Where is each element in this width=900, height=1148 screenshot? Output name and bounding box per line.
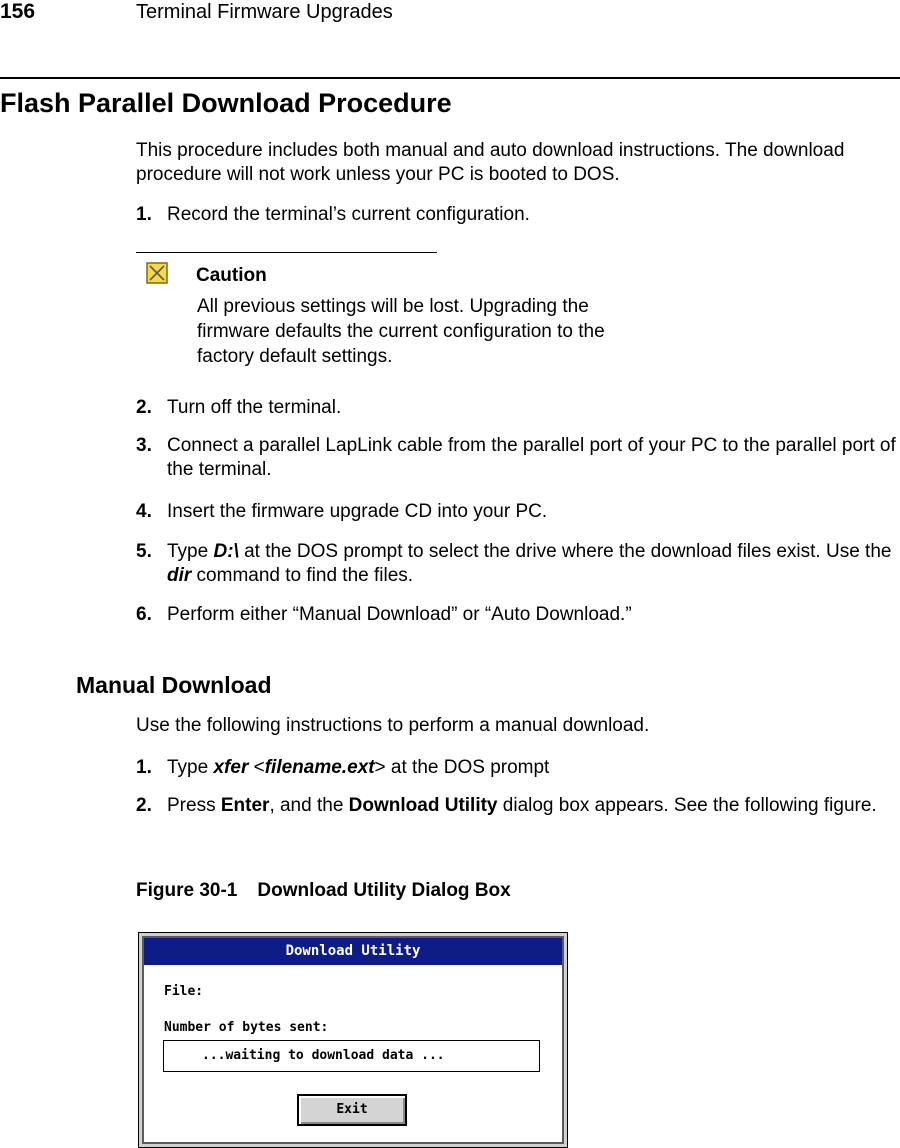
step-number: 5. xyxy=(136,541,152,562)
step-text: Turn off the terminal. xyxy=(167,397,342,418)
step-text-part: at the DOS prompt to select the drive where the download files exist. Use the xyxy=(238,541,892,562)
figure-caption xyxy=(136,879,511,903)
caution-text: All previous settings will be lost. Upgrading the firmware defaults the current configuration to the factory default settings. xyxy=(197,296,605,367)
step-text xyxy=(136,540,900,588)
step-3 xyxy=(136,434,900,482)
step-number: 2. xyxy=(136,397,152,418)
step-number: 4. xyxy=(136,501,152,522)
step-5 xyxy=(136,540,900,588)
step-text-part: Type xyxy=(167,541,214,562)
step-text-part: < xyxy=(248,757,265,778)
step-text-part: command to find the files. xyxy=(191,565,414,586)
step-text-part: > at the DOS prompt xyxy=(374,757,550,778)
step-text: Insert the firmware upgrade CD into your PC. xyxy=(167,501,548,522)
filename-placeholder: filename.ext xyxy=(264,757,375,778)
figure-title: Download Utility Dialog Box xyxy=(257,880,511,901)
step-text: Perform either “Manual Download” or “Auto Download.” xyxy=(167,604,632,625)
manual-step-1 xyxy=(136,756,900,780)
step-2 xyxy=(136,396,900,420)
step-text-part: dialog box appears. See the following figure. xyxy=(497,795,877,816)
dialog-titlebar: Download Utility xyxy=(144,938,562,965)
xfer-command: xfer xyxy=(213,757,249,778)
step-text xyxy=(136,794,900,818)
step-number: 6. xyxy=(136,604,152,625)
download-status-field: ...waiting to download data ... xyxy=(163,1040,540,1072)
dialog-frame xyxy=(142,936,564,1144)
section-intro: This procedure includes both manual and auto download instructions. The download procedure will not work unless your PC is booted to DOS. xyxy=(136,140,845,185)
step-number: 2. xyxy=(136,795,152,816)
manual-step-2 xyxy=(136,794,900,818)
step-text-part: Press xyxy=(167,795,221,816)
step-1 xyxy=(136,203,900,227)
step-text: Connect a parallel LapLink cable from the parallel port of your PC to the parallel port of the terminal. xyxy=(167,435,896,480)
step-number: 1. xyxy=(136,757,152,778)
step-text: Record the terminal’s current configuration. xyxy=(167,204,530,225)
caution-icon xyxy=(146,262,168,284)
dir-command: dir xyxy=(167,565,192,586)
step-text-part: , and the xyxy=(269,795,349,816)
caution-label: Caution xyxy=(196,265,267,286)
section-title: Flash Parallel Download Procedure xyxy=(0,88,452,118)
step-text-part: Type xyxy=(167,757,214,778)
bytes-sent-label: Number of bytes sent: xyxy=(164,1020,329,1035)
step-6 xyxy=(136,603,900,627)
exit-button[interactable]: Exit xyxy=(297,1094,407,1126)
header-divider xyxy=(0,77,900,79)
dialog-name: Download Utility xyxy=(348,795,498,816)
page-number: 156 xyxy=(0,0,36,23)
step-number: 3. xyxy=(136,435,152,456)
subsection-intro: Use the following instructions to perform a manual download. xyxy=(136,715,650,736)
download-utility-dialog xyxy=(138,932,568,1148)
step-number: 1. xyxy=(136,204,152,225)
enter-key: Enter xyxy=(220,795,270,816)
drive-command: D:\ xyxy=(213,541,239,562)
running-title: Terminal Firmware Upgrades xyxy=(136,1,393,23)
subsection-title: Manual Download xyxy=(76,672,272,698)
step-text xyxy=(136,756,900,780)
figure-number: Figure 30-1 xyxy=(136,880,238,901)
step-4 xyxy=(136,500,900,524)
caution-divider xyxy=(136,252,437,253)
file-label: File: xyxy=(164,984,204,999)
